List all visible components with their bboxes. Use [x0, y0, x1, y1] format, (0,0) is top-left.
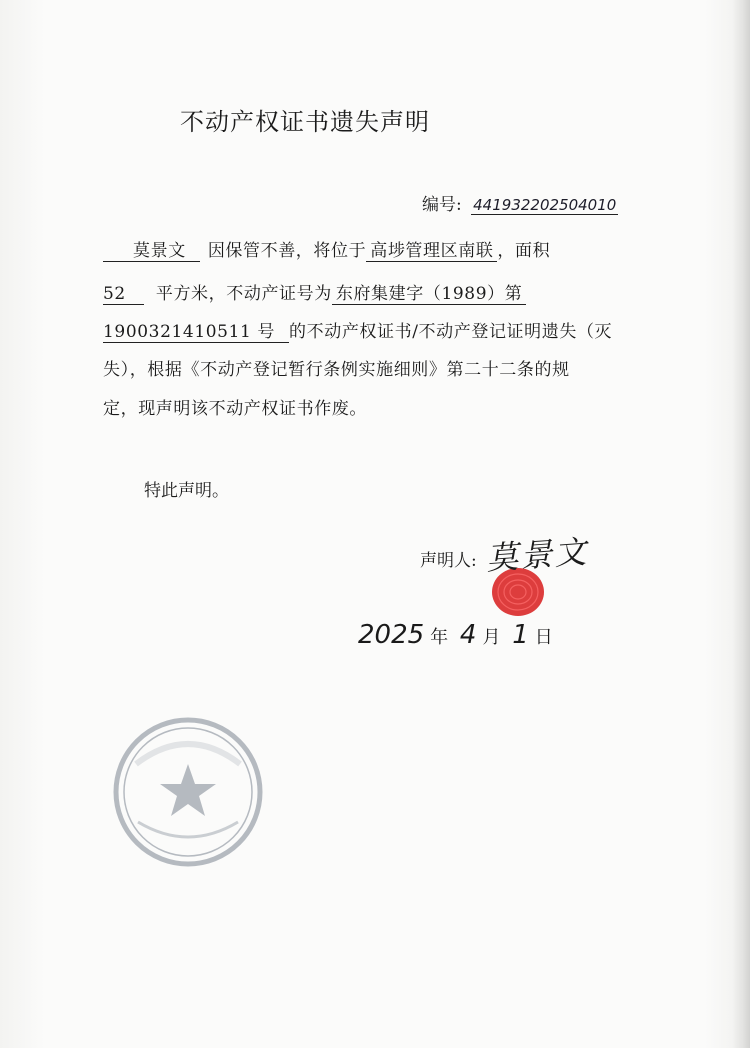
document-number	[422, 190, 618, 215]
document-number-label: 编号:	[422, 195, 462, 215]
body-segment-2: ，面积	[497, 241, 551, 261]
body-segment-1: 因保管不善，将位于	[207, 241, 367, 261]
certificate-number: 1900321410511 号	[103, 322, 289, 343]
date-year: 2025	[358, 620, 425, 650]
certificate-prefix: 东府集建字（1989）第	[332, 284, 526, 305]
body-line-5: 定，现声明该不动产权证书作废。	[103, 399, 367, 419]
date-day: 1	[512, 620, 529, 650]
property-location: 高埗管理区南联	[366, 241, 497, 262]
owner-name: 莫景文	[103, 241, 200, 262]
body-line-4: 失），根据《不动产登记暂行条例实施细则》第二十二条的规	[103, 360, 570, 380]
date-day-unit: 日	[534, 627, 553, 648]
document-number-value: 441932202504010	[473, 196, 617, 214]
official-seal-icon	[108, 712, 268, 872]
date-month: 4	[459, 620, 477, 650]
property-area: 52	[103, 284, 144, 305]
date-year-unit: 年	[430, 627, 449, 648]
body-line-1	[103, 236, 550, 261]
signature: 莫景文	[484, 532, 590, 578]
body-line-3	[103, 317, 612, 342]
signing-date	[352, 620, 553, 650]
body-line-2	[103, 279, 526, 304]
date-month-unit: 月	[482, 627, 501, 648]
scan-shadow	[732, 0, 750, 1048]
declarant-label: 声明人:	[420, 551, 477, 571]
body-segment-4: 的不动产权证书/不动产登记证明遗失（灭	[289, 322, 613, 342]
body-segment-3: 平方米，不动产证号为	[155, 284, 332, 304]
closing-statement: 特此声明。	[144, 481, 229, 501]
page-title: 不动产权证书遗失声明	[180, 108, 430, 136]
